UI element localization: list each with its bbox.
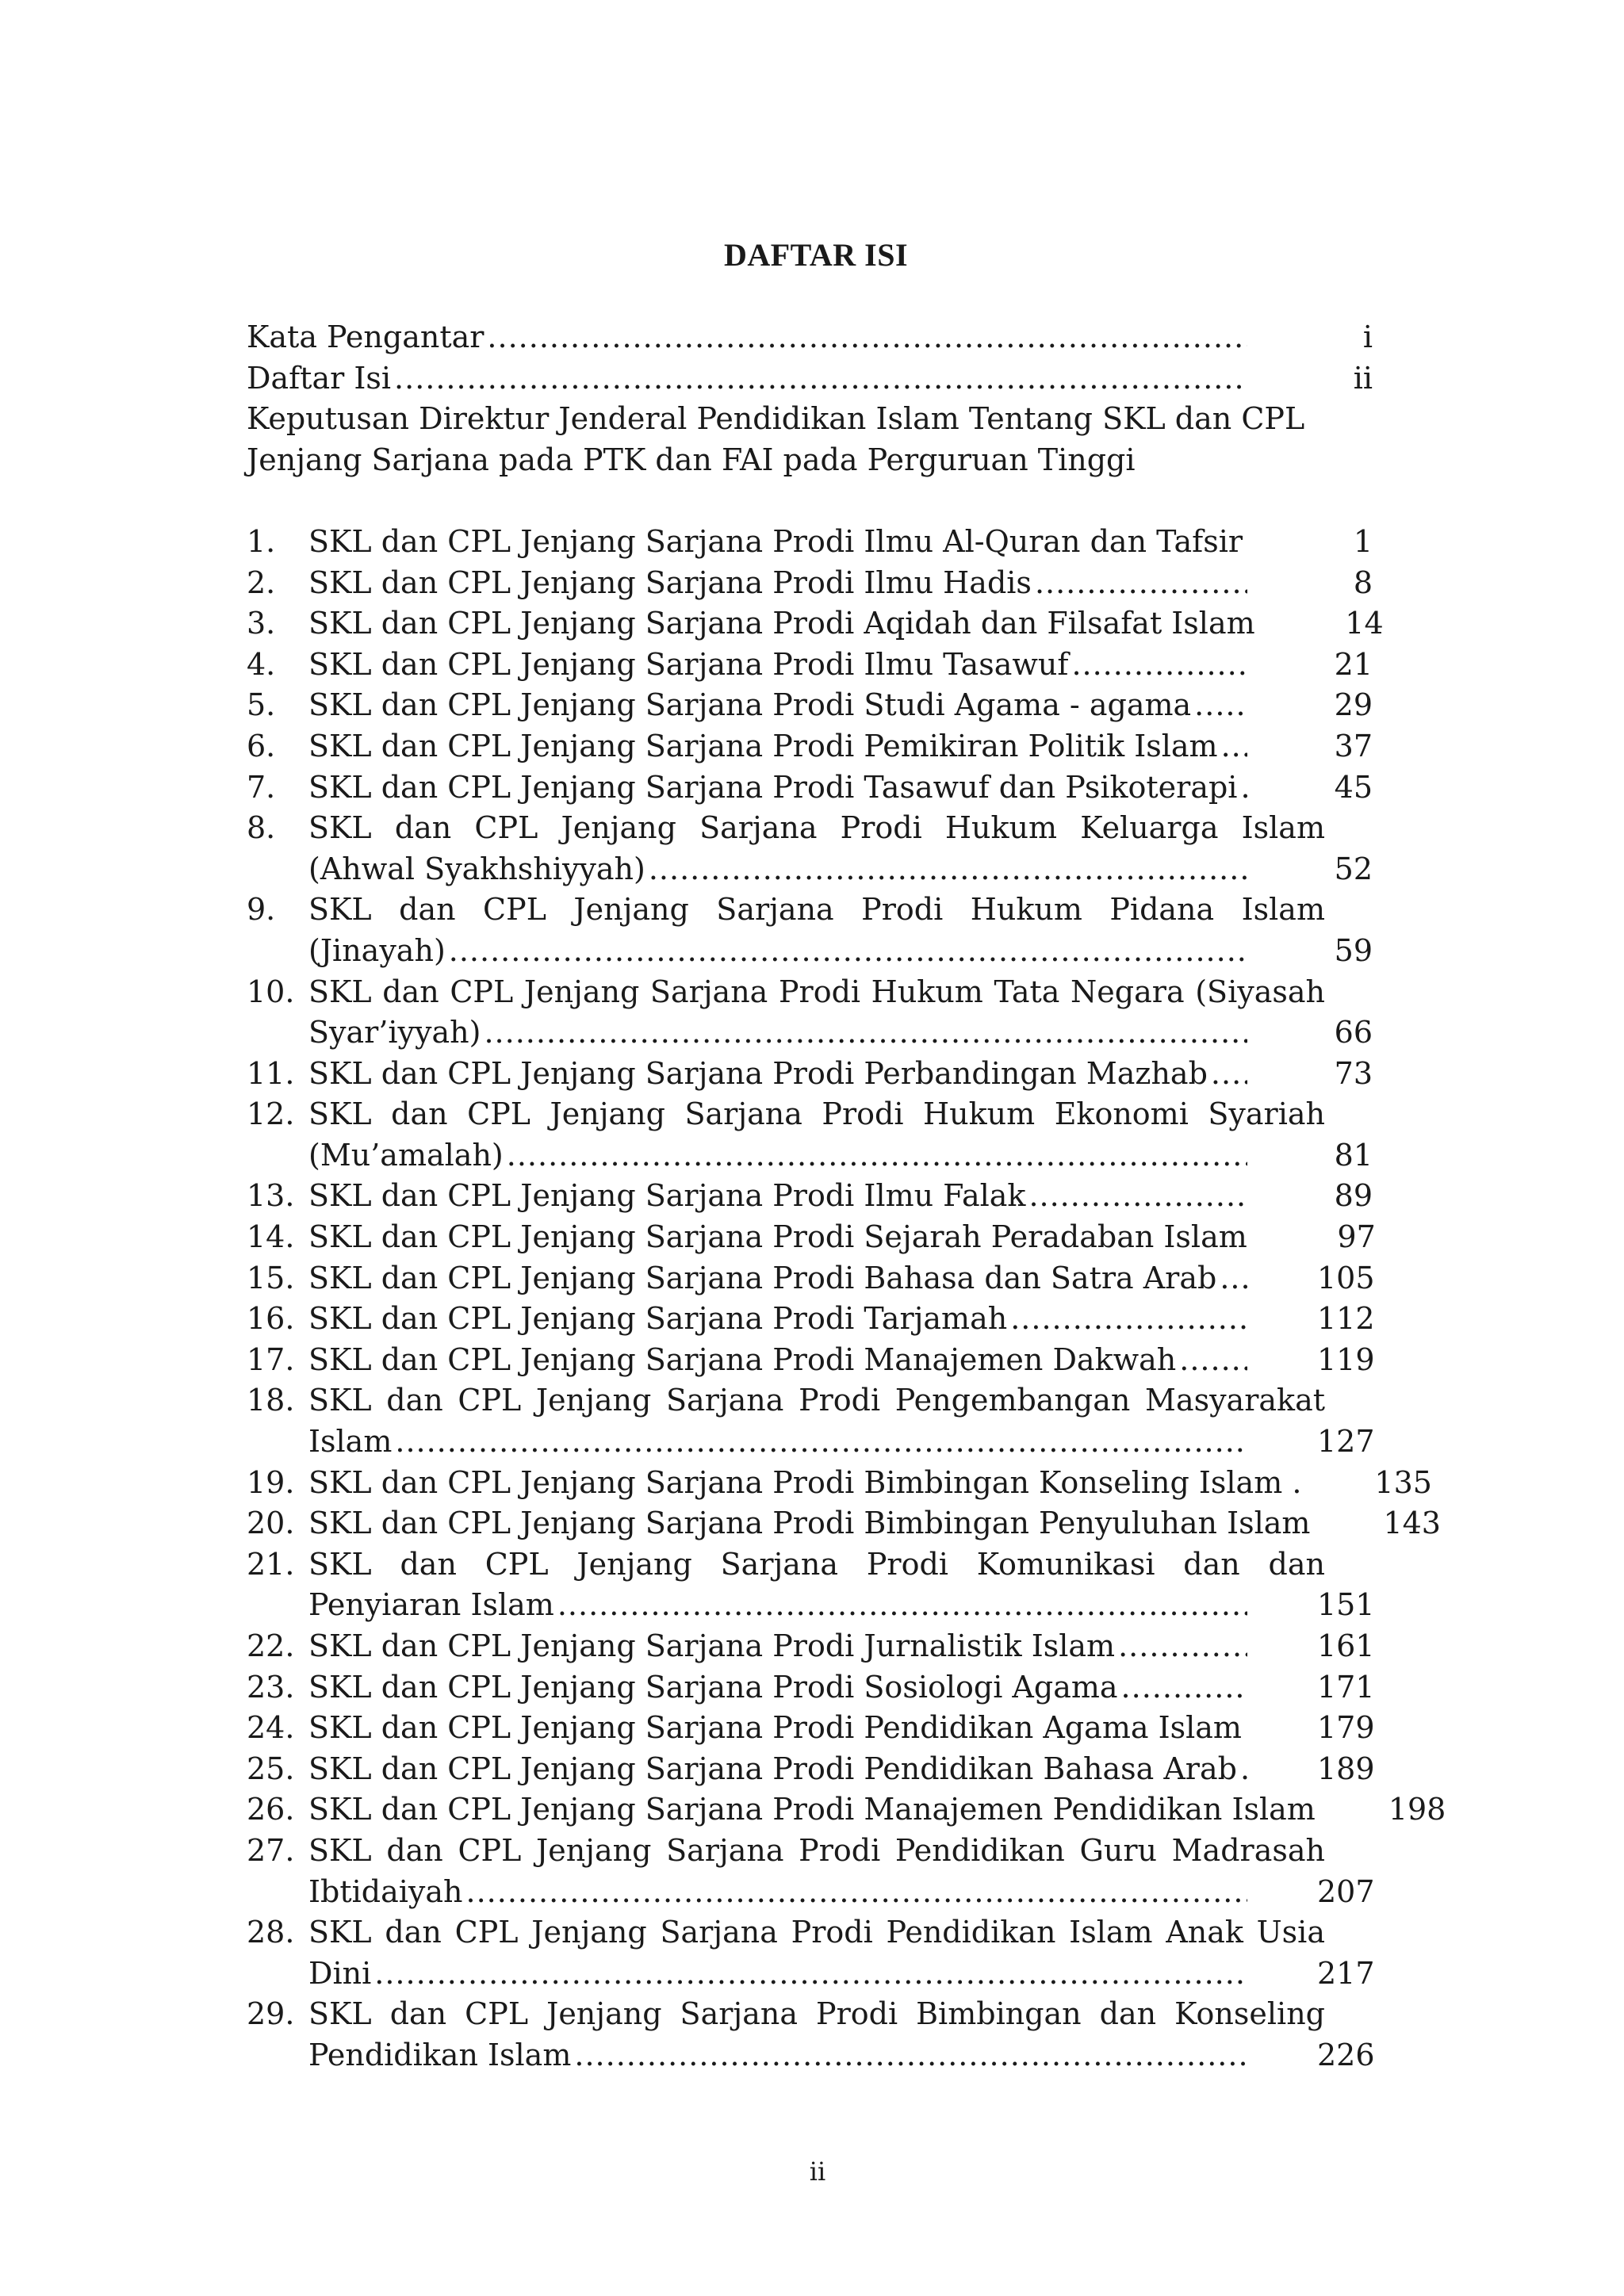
toc-entry <box>247 1503 1441 1544</box>
toc-entry-number: 13. <box>247 1178 295 1214</box>
toc-entry-title: SKL dan CPL Jenjang Sarjana Prodi Tarjamah <box>308 1301 1008 1337</box>
toc-entry-title: SKL dan CPL Jenjang Sarjana Prodi Manajemen Dakwah <box>308 1341 1177 1377</box>
toc-page-number: 1 <box>1353 523 1373 559</box>
toc-entry <box>247 1176 1373 1217</box>
toc-page-number: i <box>1362 320 1373 354</box>
decree-text-1: Keputusan Direktur Jenderal Pendidikan Islam Tentang SKL dan CPL <box>247 401 1305 437</box>
toc-page-number: 171 <box>1317 1669 1375 1705</box>
toc-entry <box>247 1789 1446 1831</box>
toc-entry <box>247 1258 1373 1299</box>
toc-entry-title: (Jinayah) <box>308 932 446 968</box>
toc-entry-line <box>247 1544 1373 1586</box>
toc-entry-number: 29. <box>247 1996 295 2032</box>
toc-page-number: 21 <box>1334 646 1373 682</box>
toc-entry-number: 18. <box>247 1383 295 1418</box>
dot-leader <box>394 358 1247 400</box>
toc-entry-number: 8. <box>247 810 276 846</box>
toc-entry-number: 12. <box>247 1096 295 1132</box>
table-of-contents <box>247 317 1446 2076</box>
toc-page-number: 14 <box>1345 606 1384 641</box>
toc-entry-number: 14. <box>247 1219 295 1255</box>
toc-entry-line <box>247 808 1373 849</box>
toc-entry-title: Penyiaran Islam <box>308 1587 554 1623</box>
toc-entry-number: 15. <box>247 1260 295 1295</box>
toc-entry <box>247 645 1373 686</box>
toc-entry-title: SKL dan CPL Jenjang Sarjana Prodi Ilmu Al-Quran dan Tafsir <box>308 523 1243 559</box>
decree-text-2: Jenjang Sarjana pada PTK dan FAI pada Perguruan Tinggi <box>247 442 1136 477</box>
toc-entry <box>247 767 1373 809</box>
toc-entry <box>247 1954 1373 1995</box>
dot-leader <box>484 1012 1247 1054</box>
footer-page-number: ii <box>809 2156 826 2187</box>
toc-page-number: 151 <box>1317 1587 1375 1623</box>
toc-entry-title: SKL dan CPL Jenjang Sarjana Prodi Hukum Ekonomi Syariah <box>308 1096 1325 1132</box>
toc-page-number: 59 <box>1334 932 1373 968</box>
dot-leader <box>1179 1340 1247 1381</box>
toc-page-number: 189 <box>1317 1751 1375 1786</box>
toc-entry-title: SKL dan CPL Jenjang Sarjana Prodi Pendidikan Islam Anak Usia <box>308 1915 1325 1950</box>
toc-entry <box>247 685 1373 726</box>
toc-entry-title: SKL dan CPL Jenjang Sarjana Prodi Komunikasi dan dan <box>308 1546 1325 1582</box>
toc-entry-title: SKL dan CPL Jenjang Sarjana Prodi Sosiologi Agama <box>308 1669 1118 1705</box>
toc-entry <box>247 1299 1373 1340</box>
toc-page-number: 52 <box>1334 851 1373 886</box>
toc-entry-title: SKL dan CPL Jenjang Sarjana Prodi Bahasa dan Satra Arab <box>308 1260 1217 1295</box>
toc-entry-title: Kata Pengantar <box>247 320 485 354</box>
dot-leader <box>1240 1749 1247 1790</box>
toc-entry <box>247 1585 1373 1626</box>
dot-leader <box>449 931 1247 972</box>
toc-entry <box>247 1422 1373 1463</box>
dot-leader <box>1118 1626 1247 1667</box>
toc-entry-title: Dini <box>308 1955 372 1991</box>
dot-leader <box>557 1585 1247 1626</box>
toc-entry-title: SKL dan CPL Jenjang Sarjana Prodi Jurnalistik Islam <box>308 1628 1116 1663</box>
dot-leader <box>1240 767 1247 809</box>
toc-entry-number: 20. <box>247 1506 295 1541</box>
toc-entry-title: SKL dan CPL Jenjang Sarjana Prodi Bimbingan Penyuluhan Islam <box>308 1506 1311 1541</box>
toc-page-number: 112 <box>1317 1301 1375 1337</box>
toc-page-number: ii <box>1353 360 1373 396</box>
toc-entry <box>247 1135 1373 1177</box>
toc-entry-number: 21. <box>247 1546 295 1582</box>
toc-page-number: 119 <box>1317 1341 1375 1377</box>
toc-entry-number: 17. <box>247 1341 295 1377</box>
toc-entry-title: SKL dan CPL Jenjang Sarjana Prodi Studi Agama - agama <box>308 687 1192 723</box>
decree-line-1 <box>247 399 1373 440</box>
toc-entry-title: SKL dan CPL Jenjang Sarjana Prodi Manajemen Pendidikan Islam <box>308 1792 1316 1827</box>
toc-entry-number: 9. <box>247 892 276 928</box>
toc-page-number: 143 <box>1383 1506 1441 1541</box>
front-matter-list <box>247 317 1373 399</box>
toc-entry-number: 28. <box>247 1915 295 1950</box>
dot-leader <box>1245 1708 1247 1749</box>
toc-entry <box>247 563 1373 604</box>
toc-entry <box>247 931 1373 972</box>
toc-entry-title: SKL dan CPL Jenjang Sarjana Prodi Tasawuf dan Psikoterapi <box>308 769 1238 805</box>
dot-leader <box>1221 726 1247 767</box>
toc-entry <box>247 849 1373 890</box>
toc-entry-title: SKL dan CPL Jenjang Sarjana Prodi Ilmu Tasawuf <box>308 646 1069 682</box>
toc-entry-title: SKL dan CPL Jenjang Sarjana Prodi Pengembangan Masyarakat <box>308 1383 1325 1418</box>
toc-entry-title: SKL dan CPL Jenjang Sarjana Prodi Perbandingan Mazhab <box>308 1055 1208 1091</box>
dot-leader <box>1246 522 1247 563</box>
toc-entry-title: SKL dan CPL Jenjang Sarjana Prodi Bimbingan dan Konseling <box>308 1996 1325 2032</box>
toc-entry <box>247 2035 1373 2076</box>
toc-page-number: 207 <box>1317 1873 1375 1909</box>
dot-leader <box>1035 563 1247 604</box>
toc-entry-number: 19. <box>247 1464 295 1500</box>
toc-entry-line <box>247 1994 1373 2035</box>
toc-entry-number: 24. <box>247 1710 295 1746</box>
toc-entry-title: (Ahwal Syakhshiyyah) <box>308 851 645 886</box>
dot-leader <box>507 1135 1247 1177</box>
toc-entry <box>247 1749 1373 1790</box>
toc-page-number: 89 <box>1334 1178 1373 1214</box>
toc-entry <box>247 358 1373 400</box>
dot-leader <box>487 317 1247 358</box>
toc-entry <box>247 1340 1373 1381</box>
toc-entry-title: (Mu’amalah) <box>308 1137 504 1173</box>
toc-page-number: 105 <box>1317 1260 1375 1295</box>
toc-entry <box>247 1667 1373 1709</box>
toc-entry <box>247 1872 1373 1913</box>
toc-entry <box>247 1054 1373 1095</box>
toc-entry <box>247 1626 1373 1667</box>
dot-leader <box>1211 1054 1247 1095</box>
toc-entry <box>247 1708 1373 1749</box>
toc-entry <box>247 726 1373 767</box>
toc-entry-number: 7. <box>247 769 276 805</box>
toc-entry-title: Pendidikan Islam <box>308 2037 572 2072</box>
toc-entry-number: 11. <box>247 1055 295 1091</box>
toc-entry-title: SKL dan CPL Jenjang Sarjana Prodi Pendidikan Guru Madrasah <box>308 1832 1325 1868</box>
toc-page-number: 127 <box>1317 1424 1375 1460</box>
toc-entry-number: 4. <box>247 646 276 682</box>
dot-leader <box>1121 1667 1247 1709</box>
toc-entry-line <box>247 1380 1373 1422</box>
dot-leader <box>1071 645 1247 686</box>
toc-entry-line <box>247 972 1373 1013</box>
toc-entry-line <box>247 1094 1373 1135</box>
toc-page-number: 97 <box>1337 1219 1376 1255</box>
toc-entry-title: SKL dan CPL Jenjang Sarjana Prodi Hukum Tata Negara (Siyasah <box>308 974 1325 1009</box>
toc-entry-title: SKL dan CPL Jenjang Sarjana Prodi Pendidikan Agama Islam <box>308 1710 1242 1746</box>
toc-page-number: 217 <box>1317 1955 1375 1991</box>
toc-entry-title: Islam <box>308 1424 393 1460</box>
toc-page-number: 135 <box>1374 1464 1432 1500</box>
toc-page-number: 8 <box>1353 564 1373 600</box>
toc-entry <box>247 603 1384 645</box>
toc-entry-number: 26. <box>247 1792 295 1827</box>
toc-page-number: 73 <box>1334 1055 1373 1091</box>
dot-leader <box>395 1422 1247 1463</box>
toc-entry-title: SKL dan CPL Jenjang Sarjana Prodi Ilmu Falak <box>308 1178 1026 1214</box>
toc-page-number: 179 <box>1317 1710 1375 1746</box>
toc-page-number: 37 <box>1334 728 1373 763</box>
toc-page-number: 161 <box>1317 1628 1375 1663</box>
spacer <box>247 480 1373 522</box>
toc-entry-list <box>247 522 1446 2076</box>
toc-page-number: 198 <box>1388 1792 1446 1827</box>
toc-entry-number: 1. <box>247 523 276 559</box>
dot-leader <box>1194 685 1247 726</box>
toc-entry-number: 2. <box>247 564 276 600</box>
toc-entry <box>247 522 1373 563</box>
toc-entry-line <box>247 890 1373 931</box>
toc-entry-number: 23. <box>247 1669 295 1705</box>
dot-leader <box>466 1872 1248 1913</box>
dot-leader <box>1220 1258 1247 1299</box>
toc-page-number: 29 <box>1334 687 1373 723</box>
dot-leader <box>374 1954 1247 1995</box>
toc-entry-title: Ibtidaiyah <box>308 1873 463 1909</box>
toc-entry-number: 3. <box>247 606 276 641</box>
toc-entry-number: 22. <box>247 1628 295 1663</box>
toc-page-number: 45 <box>1334 769 1373 805</box>
toc-entry <box>247 1012 1373 1054</box>
toc-entry-line <box>247 1912 1373 1954</box>
toc-entry <box>247 1217 1376 1258</box>
dot-leader <box>649 849 1247 890</box>
toc-entry-title: SKL dan CPL Jenjang Sarjana Prodi Ilmu Hadis <box>308 564 1032 600</box>
toc-entry-number: 6. <box>247 728 276 763</box>
toc-entry <box>247 317 1373 358</box>
toc-page-number: 81 <box>1334 1137 1373 1173</box>
page-title: DAFTAR ISI <box>723 237 909 273</box>
toc-entry-title: SKL dan CPL Jenjang Sarjana Prodi Sejarah Peradaban Islam <box>308 1219 1247 1255</box>
toc-page-number: 66 <box>1334 1015 1373 1050</box>
toc-entry-title: Daftar Isi <box>247 360 392 396</box>
toc-entry-title: SKL dan CPL Jenjang Sarjana Prodi Hukum Keluarga Islam <box>308 810 1325 846</box>
toc-entry-number: 25. <box>247 1751 295 1786</box>
dot-leader <box>1028 1176 1247 1217</box>
toc-entry-title: SKL dan CPL Jenjang Sarjana Prodi Pendidikan Bahasa Arab <box>308 1751 1237 1786</box>
toc-entry-number: 5. <box>247 687 276 723</box>
dot-leader <box>574 2035 1247 2076</box>
toc-entry-line <box>247 1831 1373 1872</box>
toc-entry-title: Syar’iyyah) <box>308 1015 481 1050</box>
toc-entry-title: SKL dan CPL Jenjang Sarjana Prodi Pemikiran Politik Islam <box>308 728 1218 763</box>
toc-entry-number: 27. <box>247 1832 295 1868</box>
toc-entry-number: 10. <box>247 974 295 1009</box>
dot-leader <box>1010 1299 1247 1340</box>
toc-entry-title: SKL dan CPL Jenjang Sarjana Prodi Hukum Pidana Islam <box>308 892 1325 928</box>
toc-entry-title: SKL dan CPL Jenjang Sarjana Prodi Aqidah dan Filsafat Islam <box>308 606 1255 641</box>
decree-line-2 <box>247 440 1373 481</box>
toc-entry-title: SKL dan CPL Jenjang Sarjana Prodi Bimbingan Konseling Islam . <box>308 1464 1302 1500</box>
toc-entry <box>247 1463 1432 1504</box>
toc-page-number: 226 <box>1317 2037 1375 2072</box>
toc-entry-number: 16. <box>247 1301 295 1337</box>
